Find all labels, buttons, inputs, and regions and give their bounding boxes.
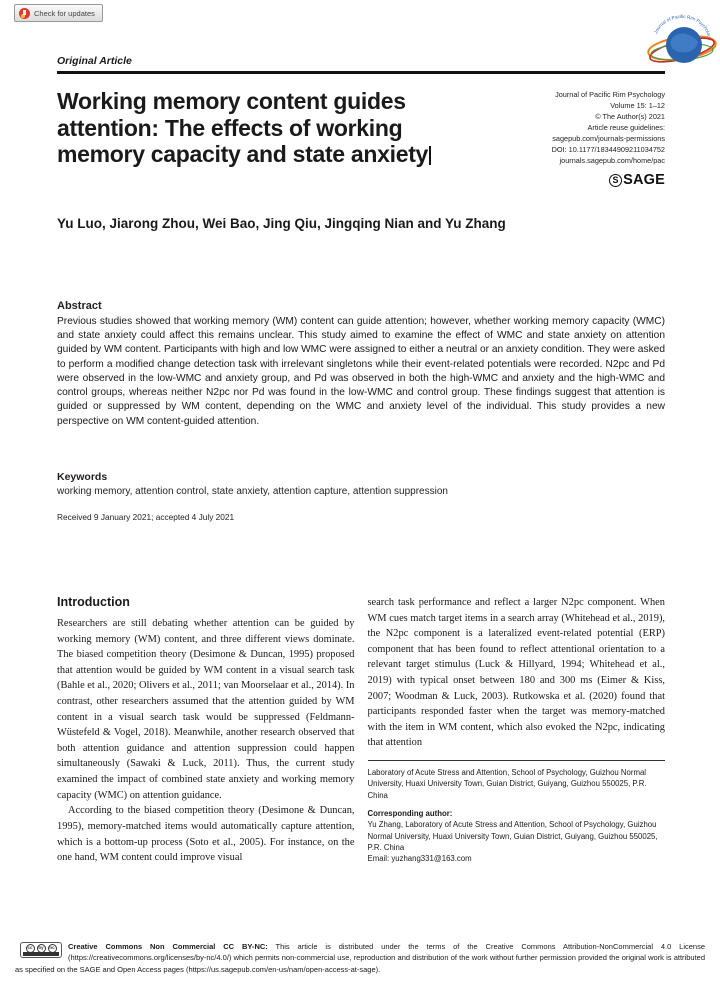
intro-paragraph-1: Researchers are still debating whether attention can be guided by working memory (WM) content, and three different views dominate. The biased competition theory (Desimone & Duncan, 1995) proposed that attention would be guided by WM content in a visual search task (Bahle et al., 2020; Olivers et al., 2011; van Moorselaar et al., 2014). In contrast, other researchers assumed that the attention guided by WM content in a visual search task would be suppressed (Feldmann-Wüstefeld & Vogel, 2018). Meanwhile, another research observed that both attention guidance and attention suppression could happen simultaneously (Sawaki & Luck, 2011). Thus, the current study examined the impact of combined state anxiety and working memory capacity (WMC) on attention guidance. — [57, 618, 355, 801]
abstract-text: Previous studies showed that working memory (WM) content can guide attention; however, whether working memory capacity (WMC) and state anxiety could affect this remains unclear. This study aimed to examine the effect of WMC and state anxiety on attention guided by WM content. Participants with high and low WMC were assigned to either a neutral or an anxiety condition. They were asked to perform a modified change detection task with irrelevant singletons while their event-related potentials were recorded. N2pc and Pd were observed in the low-WMC and anxiety group, and Pd was observed in both the high-WMC and anxiety and the high-WMC and control groups, whereas neither N2pc nor Pd was found in the low-WMC and control group. These findings suggest that attention is guided or suppressed by WM content, depending on the WMC and anxiety level of the individual. This study provides a new perspective on WM content-guided attention. — [57, 316, 665, 427]
right-column — [368, 595, 666, 866]
left-column — [57, 595, 355, 866]
crossmark-icon — [19, 8, 30, 19]
authors-line: Yu Luo, Jiarong Zhou, Wei Bao, Jing Qiu, Jingqing Nian and Yu Zhang — [57, 216, 506, 231]
body-columns — [57, 595, 665, 866]
cc-by-nc-icon — [20, 942, 62, 958]
corresponding-author-email: Email: yuzhang331@163.com — [367, 854, 472, 864]
license-text: This article is distributed under the terms of the Creative Commons Attribution-NonCommercial 4.0 License (https://creativecommons.org/licenses/by-nc/4.0/) which permits non-commercial use, reproduction and distribution of the work without further permission provided the original work is attributed as specified on the SAGE and Open Access pages (https://us.sagepub.com/en-us/nam/open-access-at-sage). — [15, 942, 705, 974]
check-for-updates-button[interactable] — [14, 4, 103, 22]
article-type-label: Original Article — [57, 55, 132, 67]
sage-s-icon: S — [609, 174, 622, 187]
affiliation-note: Laboratory of Acute Stress and Attention, School of Psychology, Guizhou Normal University, Huaxi University Town, Guian District, Guiyang, Guizhou 550025, P.R. China — [367, 768, 647, 800]
reuse-guidelines-label: Article reuse guidelines: — [587, 122, 665, 132]
footnote-block — [368, 760, 666, 864]
copyright-line: © The Author(s) 2021 — [595, 111, 665, 121]
check-for-updates-label: Check for updates — [34, 8, 95, 18]
journal-meta — [475, 88, 665, 191]
cc-nc-icon: nc — [48, 944, 57, 953]
keywords-text: working memory, attention control, state anxiety, attention capture, attention suppression — [57, 486, 448, 497]
journal-name: Journal of Pacific Rim Psychology — [555, 90, 665, 99]
intro-paragraph-2: According to the biased competition theory (Desimone & Duncan, 1995), memory-matched items would automatically capture attention, which is a bottom-up process (Soto et al., 2005). For instance, on the one hand, WM content could improve visual — [57, 805, 355, 864]
introduction-heading: Introduction — [57, 595, 130, 609]
cc-icon: cc — [26, 944, 35, 953]
license-lead: Creative Commons Non Commercial CC BY-NC: — [68, 942, 268, 951]
abstract-heading: Abstract — [57, 300, 102, 312]
volume-info: Volume 15: 1–12 — [610, 100, 665, 110]
page-title-text: Working memory content guides attention: The effects of working memory capacity and state anxiety — [57, 88, 429, 168]
header-rule — [57, 71, 665, 74]
sage-wordmark: SAGE — [623, 171, 665, 188]
doi-line: DOI: 10.1177/18344909211034752 — [551, 144, 665, 154]
journal-logo-icon — [644, 10, 720, 70]
received-dates: Received 9 January 2021; accepted 4 July 2021 — [57, 512, 235, 522]
license-footer — [15, 941, 705, 975]
permissions-link: sagepub.com/journals-permissions — [552, 133, 665, 143]
intro-paragraph-3: search task performance and reflect a larger N2pc component. When WM cues match target items in a search array (Whitehead et al., 2019), the N2pc component is a lateralized event-related potential (ERP) component that has been found to reflect attentional orientation to a relevant target stimulus (Luck & Hillyard, 1994; Whitehead et al., 2019) with typical onset between 180 and 300 ms (Eimer & Kiss, 2007; Woodman & Luck, 2003). Rutkowska et al. (2020) found that participants responded faster when the target was memory-matched with the item in WM content, which also evoked the N2pc, indicating that attention — [367, 597, 665, 749]
keywords-heading: Keywords — [57, 471, 108, 483]
page-title — [57, 88, 462, 191]
cc-by-icon: by — [37, 944, 46, 953]
sage-logo — [475, 170, 665, 192]
corresponding-author-text: Yu Zhang, Laboratory of Acute Stress and Attention, School of Psychology, Guizhou Normal University, Huaxi University Town, Guian District, Guiyang, Guizhou 550025, P.R. China — [367, 820, 658, 852]
text-cursor — [429, 146, 431, 165]
svg-text:Journal of Pacific Rim Psychol: Journal of Pacific Rim Psychology — [653, 13, 713, 41]
corresponding-author-heading: Corresponding author: — [367, 808, 453, 818]
journal-home-link: journals.sagepub.com/home/pac — [559, 155, 665, 165]
